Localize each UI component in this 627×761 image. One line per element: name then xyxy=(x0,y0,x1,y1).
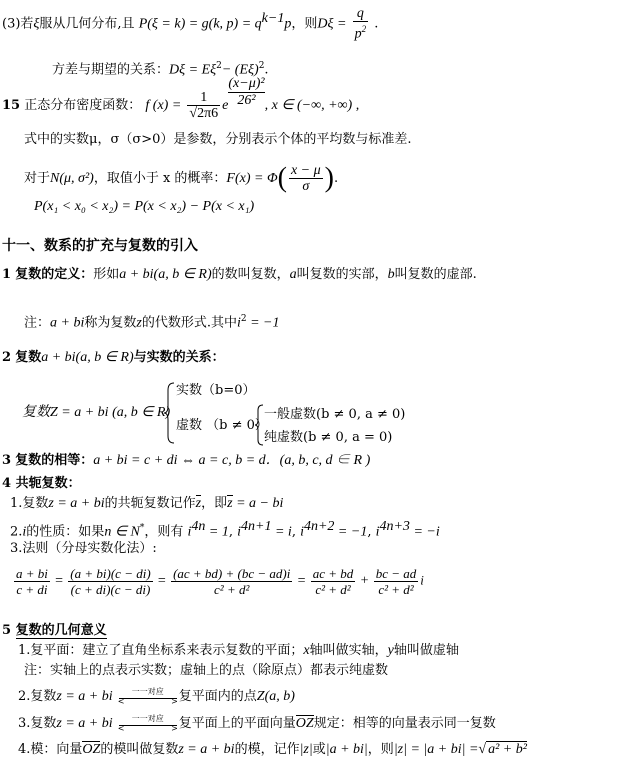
c2-real: 实数（b=0） xyxy=(176,383,256,398)
geo-xi: ξ xyxy=(33,16,40,32)
c5-i4-m: z = a + bi xyxy=(178,742,235,757)
s15-e: e xyxy=(222,98,229,113)
variance-exp1: 2 xyxy=(216,61,222,71)
c5-i2-m2: Z(a, b) xyxy=(256,689,295,704)
c2-imag1-text: 一般虚数(b ≠ 0, a ≠ 0) xyxy=(264,407,406,422)
c4-plus: + xyxy=(360,573,369,589)
c4-p3-val: = −1 xyxy=(334,524,368,540)
c2-imag2-text: 纯虚数(b ≠ 0, a = 0) xyxy=(264,430,393,445)
c5-i3-a: 3.复数 xyxy=(18,716,57,731)
c4-f1-den: c + di xyxy=(16,582,48,597)
c4-f2-num: (a + bi)(c − di) xyxy=(70,566,151,581)
c1-t2: 的数叫复数， xyxy=(211,267,290,282)
variance-eq: Dξ = Eξ xyxy=(169,62,217,78)
cdf-text-b: ，取值小于 x 的概率： xyxy=(93,171,227,186)
note1-t3: 的代数形式.其中 xyxy=(141,315,237,331)
geo-den-p: p xyxy=(354,26,362,42)
s15-number: 15 xyxy=(2,98,21,113)
c5-i2-a: 2.复数 xyxy=(18,689,57,704)
c2-imag-pure xyxy=(264,430,392,446)
c5-i4-abs: |a + bi| xyxy=(325,742,368,757)
cdf-text-a: 对于 xyxy=(24,171,51,186)
c4-p1-exp: 4n xyxy=(191,519,206,534)
c5-head: 复数的几何意义 xyxy=(15,623,107,638)
c4-head-line xyxy=(2,476,81,492)
c4-item3: 3.法则（分母实数化法）: xyxy=(10,541,157,556)
c2-m1: a + bi(a, b ∈ R) xyxy=(41,350,134,365)
c1-line xyxy=(2,267,477,283)
note1-line xyxy=(24,311,280,331)
c1-t1: 形如 xyxy=(93,267,120,282)
c5-i4-sqrt-sign: √ xyxy=(478,742,487,757)
c1-m2: a xyxy=(289,267,297,282)
s15-frac xyxy=(187,90,220,121)
c4-head: 共轭复数： xyxy=(15,476,81,491)
c5-i3-arrow xyxy=(117,713,178,733)
cdf-frac xyxy=(289,163,323,194)
geo-p: p xyxy=(284,16,292,32)
c4-i1-a: 1.复数 xyxy=(10,496,49,511)
c4-division-formula xyxy=(12,566,424,597)
c5-head-line xyxy=(2,623,107,639)
geo-eq: P(ξ = k) = g(k, p) = q xyxy=(138,16,262,32)
c4-p3-i: i xyxy=(300,524,304,540)
geometric-line xyxy=(2,6,378,42)
c4-i1-m2: = a − bi xyxy=(232,496,284,511)
c4-p2-val: = i xyxy=(271,524,292,540)
cdf-frac-den: σ xyxy=(302,179,310,194)
cdf-frac-num: x − μ xyxy=(290,163,321,178)
c3-head: 复数的相等： xyxy=(15,453,94,468)
c2-imag-general xyxy=(264,407,405,423)
note1-exp: 2 xyxy=(240,314,247,324)
c4-f3-num: (ac + bd) + (bc − ad)i xyxy=(173,566,291,581)
c4-eq1: = xyxy=(55,573,64,589)
c4-p1-i: i xyxy=(187,524,192,540)
geo-den-exp: 2 xyxy=(361,24,367,34)
c5-i3-arrow-right: > xyxy=(171,723,178,733)
c4-p4-exp: 4n+3 xyxy=(379,519,410,534)
c1-t3: 叫复数的实部， xyxy=(296,267,388,282)
c5-i2-arrow xyxy=(117,686,178,706)
c5-i2-arrow-left: < xyxy=(117,696,125,706)
c2-head: 复数 xyxy=(15,350,42,365)
c4-f2-den: (c + di)(c − di) xyxy=(70,582,151,597)
c4-f5-den: c² + d² xyxy=(378,582,414,597)
c1-number: 1 xyxy=(2,267,12,282)
c3-number: 3 xyxy=(2,453,12,468)
c5-i4-sqrt: a² + b² xyxy=(488,742,527,757)
c4-p2-i: i xyxy=(237,524,242,540)
c4-frac5 xyxy=(374,566,419,597)
c1-head: 复数的定义： xyxy=(15,267,94,282)
c4-i1-b: 的共轭复数记作 xyxy=(104,496,196,511)
s15-title: 正态分布密度函数： xyxy=(24,98,142,113)
c5-i4-oz: OZ xyxy=(82,742,101,757)
c5-i1-y: y xyxy=(387,643,394,658)
cdf-end: . xyxy=(333,171,339,186)
c4-i2-i: i xyxy=(22,524,27,540)
c5-i3-m: z = a + bi xyxy=(56,716,113,731)
cdf-N: N(μ, σ²) xyxy=(50,171,94,186)
c4-frac4 xyxy=(311,566,356,597)
c4-i2-a: 2. xyxy=(10,524,23,540)
c5-note: 注：实轴上的点表示实数；虚轴上的点（除原点）都表示纯虚数 xyxy=(24,663,389,678)
c4-p1-val: = 1 xyxy=(205,524,229,540)
c4-frac2 xyxy=(68,566,152,597)
s15-exp-num: (x−μ)² xyxy=(228,76,265,91)
c4-number: 4 xyxy=(2,476,12,491)
geo-frac xyxy=(353,6,369,42)
c2-line xyxy=(2,350,225,366)
c4-f1-num: a + bi xyxy=(16,566,48,581)
note1-t2: 称为复数 xyxy=(84,315,137,331)
c5-i4-z: |z| xyxy=(299,742,313,757)
geo-frac-den xyxy=(353,22,369,42)
c3-line xyxy=(2,453,370,469)
c5-i2-b: 复平面内的点 xyxy=(178,689,257,704)
c5-i4-eq: |z| = |a + bi| = xyxy=(393,742,479,757)
c4-i1-zbar2: z xyxy=(227,496,233,511)
note1-m1: a + bi xyxy=(50,315,85,331)
c5-item1 xyxy=(18,643,459,659)
c4-eq2: = xyxy=(157,573,166,589)
s15-frac-num: 1 xyxy=(187,90,220,106)
c4-p4-i: i xyxy=(375,524,380,540)
c4-i1-zbar: z xyxy=(195,496,202,511)
note1-m4: = −1 xyxy=(246,315,280,331)
c5-i3-b: 复平面上的平面向量 xyxy=(178,716,296,731)
cdf-rparen: ) xyxy=(324,162,334,194)
geo-end: . xyxy=(370,16,379,32)
c5-i2-m: z = a + bi xyxy=(56,689,113,704)
c3-tail: ．(a, b, c, d ∈ R ) xyxy=(265,453,371,468)
c4-item2: 2.i的性质：如果n ∈ N*，则有 $i^{4n} = 1$, $i^{4n+1} = i$, $i^{4n+2} = -1$, $i^{4n+3} = -i$ xyxy=(10,519,440,540)
c4-frac3 xyxy=(171,566,292,597)
c1-m3: b xyxy=(387,267,395,282)
c5-number: 5 xyxy=(2,623,12,638)
c4-f5-num: bc − ad xyxy=(375,566,417,581)
c4-f4-den: c² + d² xyxy=(315,582,351,597)
c4-item1 xyxy=(10,496,283,512)
c5-i2-arrow-line xyxy=(119,698,177,699)
c5-item2 xyxy=(18,686,295,706)
c4-i1-m: z = a + bi xyxy=(48,496,105,511)
geo-text1: 服从几何分布,且 xyxy=(39,16,135,32)
cdf-lparen: ( xyxy=(277,162,287,194)
variance-end: . xyxy=(264,62,269,78)
variance-exp2: 2 xyxy=(258,61,265,71)
c5-i1-b: 轴叫做实轴， xyxy=(309,643,388,658)
c2-head2: 与实数的关系： xyxy=(133,350,225,365)
c2-left: 复数Z = a + bi (a, b ∈ R) xyxy=(22,405,171,420)
c5-i2-arrow-label: 一一对应 xyxy=(131,686,164,696)
c2-outer-brace xyxy=(164,382,176,444)
c1-m1: a + bi(a, b ∈ R) xyxy=(119,267,212,282)
c5-i4-or: 或 xyxy=(312,742,326,757)
c5-i4-c: 的模，记作 xyxy=(234,742,300,757)
c5-item4 xyxy=(18,742,527,758)
c1-t4: 叫复数的虚部. xyxy=(394,267,477,282)
c5-i3-arrow-line xyxy=(119,725,177,726)
normal-cdf-line xyxy=(24,163,338,194)
c4-f3-den: c² + d² xyxy=(214,582,250,597)
c5-i3-c: 规定：相等的向量表示同一复数 xyxy=(313,716,496,731)
c2-imag: 虚数 （b ≠ 0） xyxy=(176,418,268,433)
c5-i4-b: 的模叫做复数 xyxy=(100,742,179,757)
c5-i1-a: 1.复平面：建立了直角坐标系来表示复数的平面； xyxy=(18,643,304,658)
normal-params-line: 式中的实数μ，σ（σ>0）是参数，分别表示个体的平均数与标准差. xyxy=(24,132,412,147)
c5-i4-d: ，则 xyxy=(367,742,394,757)
geo-dx: Dξ = xyxy=(317,16,347,32)
c5-i3-arrow-left: < xyxy=(117,723,125,733)
c5-i3-arrow-label: 一一对应 xyxy=(131,713,164,723)
geo-frac-num: q xyxy=(353,6,369,22)
c5-i1-c: 轴叫做虚轴 xyxy=(393,643,459,658)
s15-f: f (x) = xyxy=(145,98,182,113)
c5-i1-x: x xyxy=(303,643,310,658)
c5-i2-arrow-right: > xyxy=(171,696,178,706)
note1-m2: z xyxy=(136,315,142,331)
c4-p2-exp: 4n+1 xyxy=(241,519,272,534)
c2-number: 2 xyxy=(2,350,12,365)
c5-i3-oz: OZ xyxy=(295,716,314,731)
variance-rest: − (Eξ) xyxy=(221,62,259,78)
normal-density-line xyxy=(2,76,360,121)
c5-item3 xyxy=(18,713,496,733)
c4-p3-exp: 4n+2 xyxy=(303,519,335,534)
note1-m3: i xyxy=(236,315,241,331)
c4-frac1 xyxy=(14,566,50,597)
section-11-title: 十一、数系的扩充与复数的引入 xyxy=(2,238,198,254)
c4-fi: i xyxy=(420,572,424,588)
geo-exp: k−1 xyxy=(261,11,285,26)
s15-tail: , x ∈ (−∞, +∞) , xyxy=(264,98,360,113)
c4-i2-c: ，则有 xyxy=(144,524,184,540)
geo-text2: ，则 xyxy=(291,16,318,32)
s15-exponent xyxy=(228,76,264,109)
normal-prob-line: P(x₁ < x₀ < x₂) = P(x < x₂) − P(x < x₁) xyxy=(34,199,255,214)
c5-i4-a: 4.模：向量 xyxy=(18,742,83,757)
s15-frac-den: √2π6 xyxy=(189,106,219,121)
c4-eq3: = xyxy=(297,573,306,589)
c4-i1-c: ，即 xyxy=(201,496,228,511)
c4-p4-val: = −i xyxy=(409,524,440,540)
variance-label: 方差与期望的关系： xyxy=(52,62,170,78)
c3-eq: a + bi = c + di ⇔ a = c, b = d xyxy=(93,453,266,468)
c4-i2-star: * xyxy=(139,523,145,533)
note1-t1: 注： xyxy=(24,315,51,331)
c4-i2-n: n ∈ N xyxy=(104,524,140,540)
cdf-F: F(x) = Φ xyxy=(226,171,278,186)
c4-i2-b: 的性质：如果 xyxy=(26,524,105,540)
c4-f4-num: ac + bd xyxy=(312,566,354,581)
geo-prefix: (3)若 xyxy=(2,16,34,32)
s15-exp-den: 26² xyxy=(237,93,256,108)
